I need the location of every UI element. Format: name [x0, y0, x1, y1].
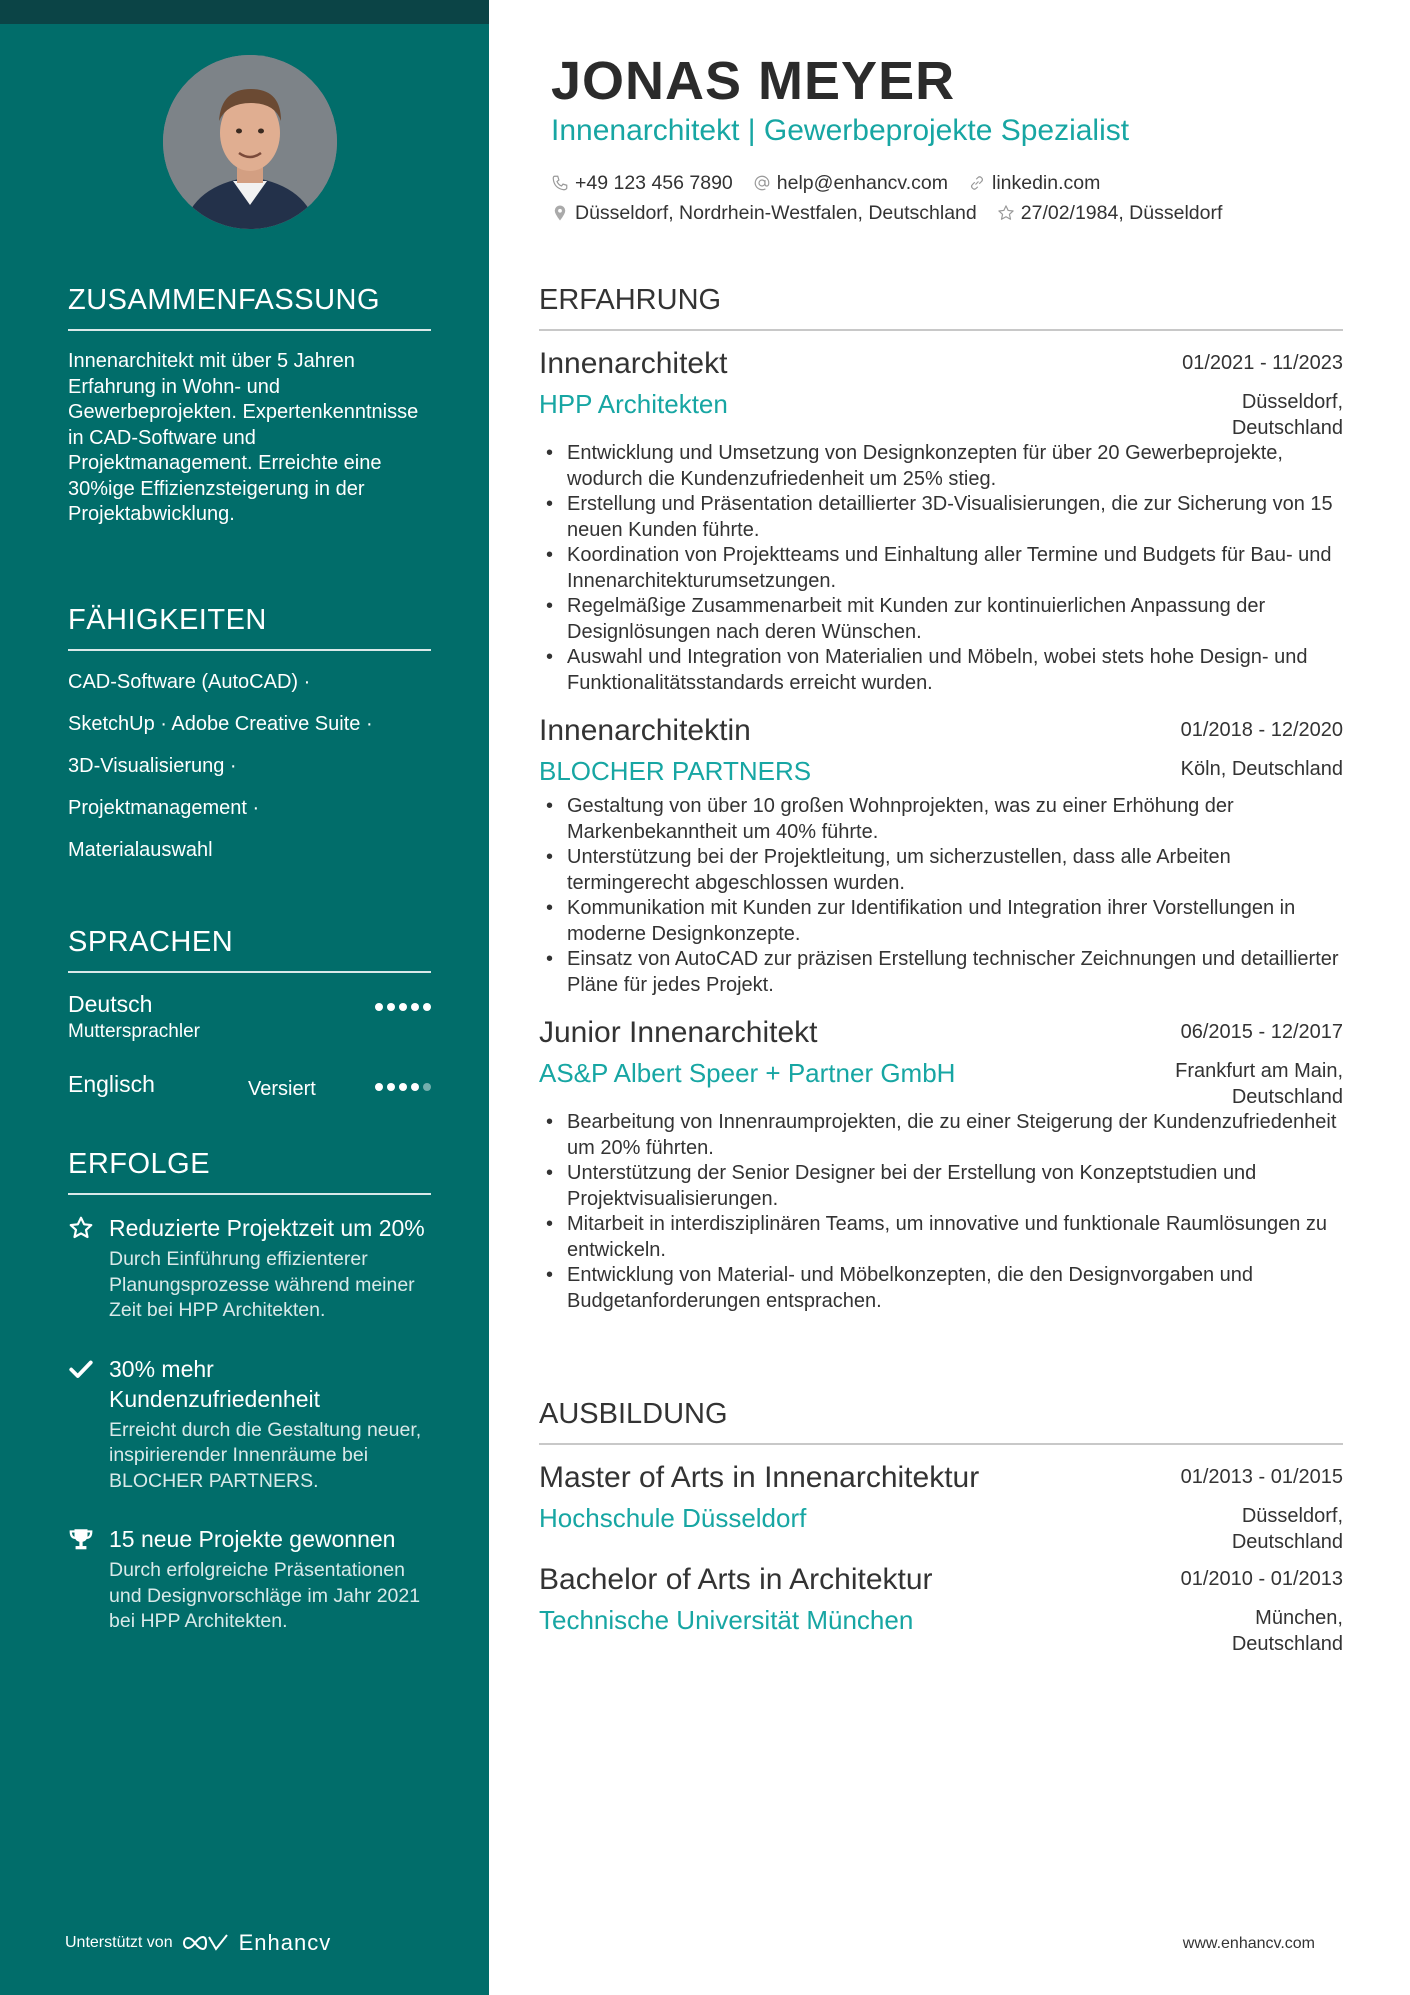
birth-contact	[997, 202, 1223, 225]
education-entry	[539, 1563, 1343, 1655]
achievement-title: 30% mehr Kundenzufriedenheit	[109, 1355, 320, 1412]
email-contact[interactable]	[753, 172, 948, 195]
experience-entry	[539, 1016, 1343, 1314]
languages-heading: SPRACHEN	[68, 926, 431, 973]
email-text[interactable]: help@enhancv.com	[776, 171, 948, 194]
portrait-image	[163, 55, 337, 229]
location-pin-icon	[551, 204, 569, 222]
rating-dot-filled	[411, 1003, 419, 1011]
skill-item: 3D-Visualisierung ·	[68, 755, 237, 777]
phone-contact	[551, 172, 733, 195]
trophy-icon	[68, 1526, 94, 1552]
job-title: Junior Innenarchitekt	[539, 1016, 818, 1049]
job-location: Düsseldorf, Deutschland	[1231, 391, 1343, 439]
job-title: Innenarchitektin	[539, 714, 751, 747]
school-name: Hochschule Düsseldorf	[539, 1503, 807, 1533]
bullet-item: • Unterstützung der Senior Designer bei der Erstellung von Konzeptstudien und Projektvisualisierungen.	[539, 1161, 1343, 1212]
language-level: Versiert	[248, 1078, 316, 1100]
education-section	[539, 1398, 1343, 1659]
location-contact	[551, 202, 977, 225]
skill-item: Materialauswahl	[68, 839, 213, 861]
rating-dot-empty	[423, 1083, 431, 1091]
contact-info	[551, 168, 1222, 228]
rating-dot-filled	[399, 1003, 407, 1011]
achievement-item	[68, 1524, 431, 1635]
achievement-desc: Erreicht durch die Gestaltung neuer, inspirierender Innenräume bei BLOCHER PARTNERS.	[109, 1418, 422, 1492]
rating-dot-filled	[423, 1003, 431, 1011]
language-row	[68, 1071, 431, 1131]
sidebar	[0, 0, 489, 1995]
star-icon	[68, 1215, 94, 1241]
summary-heading: ZUSAMMENFASSUNG	[68, 284, 431, 331]
sidebar-top-bar	[0, 0, 489, 24]
achievement-title: 15 neue Projekte gewonnen	[109, 1526, 396, 1552]
language-level: Muttersprachler	[68, 1021, 200, 1042]
job-title: Innenarchitekt	[539, 347, 728, 380]
education-entry	[539, 1461, 1343, 1553]
job-location: Frankfurt am Main, Deutschland	[1175, 1060, 1343, 1108]
job-date: 01/2018 - 12/2020	[1180, 719, 1343, 741]
bullet-item: • Einsatz von AutoCAD zur präzisen Erstellung technischer Zeichnungen und detaillierter Pläne für jedes Projekt.	[539, 947, 1343, 998]
skills-heading: FÄHIGKEITEN	[68, 604, 431, 651]
location-text: Düsseldorf, Nordrhein-Westfalen, Deutschland	[575, 201, 977, 224]
contact-line	[551, 168, 1222, 198]
bullet-item: • Gestaltung von über 10 großen Wohnprojekten, was zu einer Erhöhung der Markenbekanntheit um 40% führte.	[539, 794, 1343, 845]
profile-photo	[163, 55, 337, 229]
bullet-item: • Auswahl und Integration von Materialien und Möbeln, wobei stets hohe Design- und Funktionalitätsstandards erreicht wurden.	[539, 645, 1343, 696]
phone-text: +49 123 456 7890	[575, 171, 733, 194]
bullet-item: • Entwicklung von Material- und Möbelkonzepten, die den Designvorgaben und Budgetanforderungen entsprachen.	[539, 1263, 1343, 1314]
phone-icon	[551, 174, 569, 192]
achievements-section	[68, 1148, 431, 1665]
job-bullets	[539, 794, 1343, 998]
achievement-item	[68, 1354, 431, 1495]
candidate-title: Innenarchitekt | Gewerbeprojekte Spezialist	[551, 114, 1130, 147]
company-name: BLOCHER PARTNERS	[539, 756, 812, 786]
job-date: 01/2021 - 11/2023	[1182, 352, 1343, 374]
powered-by-label: Unterstützt von	[65, 1934, 173, 1951]
rating-dot-filled	[387, 1083, 395, 1091]
school-name: Technische Universität München	[539, 1605, 914, 1635]
birth-text: 27/02/1984, Düsseldorf	[1020, 201, 1223, 224]
powered-by	[65, 1930, 331, 1956]
job-location: Köln, Deutschland	[1180, 758, 1343, 780]
school-location: Düsseldorf, Deutschland	[1231, 1505, 1343, 1553]
degree-date: 01/2010 - 01/2013	[1180, 1568, 1343, 1590]
degree-date: 01/2013 - 01/2015	[1180, 1466, 1343, 1488]
experience-heading: ERFAHRUNG	[539, 284, 1343, 331]
rating-dot-filled	[375, 1083, 383, 1091]
experience-entry	[539, 714, 1343, 998]
languages-section	[68, 926, 431, 1131]
contact-line	[551, 198, 1222, 228]
experience-section	[539, 284, 1343, 1332]
experience-entry	[539, 347, 1343, 696]
check-icon	[68, 1356, 94, 1382]
job-bullets	[539, 441, 1343, 696]
bullet-item: • Bearbeitung von Innenraumprojekten, die zu einer Steigerung der Kundenzufriedenheit um 20% führten.	[539, 1110, 1343, 1161]
achievement-title: Reduzierte Projektzeit um 20%	[109, 1215, 425, 1241]
education-heading: AUSBILDUNG	[539, 1398, 1343, 1445]
achievement-desc: Durch Einführung effizienterer Planungsprozesse während meiner Zeit bei HPP Architekten.	[109, 1248, 415, 1321]
bullet-item: • Regelmäßige Zusammenarbeit mit Kunden zur kontinuierlichen Anpassung der Designlösungen nach deren Wünschen.	[539, 594, 1343, 645]
star-outline-icon	[997, 204, 1015, 222]
enhancv-logo-icon	[183, 1932, 229, 1954]
footer-url[interactable]: www.enhancv.com	[1182, 1935, 1315, 1952]
bullet-item: • Mitarbeit in interdisziplinären Teams, um innovative und funktionale Raumlösungen zu entwickeln.	[539, 1212, 1343, 1263]
linkedin-text[interactable]: linkedin.com	[991, 171, 1101, 194]
bullet-item: • Kommunikation mit Kunden zur Identifikation und Integration ihrer Vorstellungen in moderne Designkonzepte.	[539, 896, 1343, 947]
rating-dot-filled	[375, 1003, 383, 1011]
rating-dot-filled	[411, 1083, 419, 1091]
language-name: Englisch	[68, 1071, 155, 1097]
language-rating	[375, 1003, 431, 1011]
school-location: München, Deutschland	[1231, 1607, 1343, 1655]
achievements-heading: ERFOLGE	[68, 1148, 431, 1195]
job-bullets	[539, 1110, 1343, 1314]
achievement-item	[68, 1213, 431, 1324]
link-icon	[968, 174, 986, 192]
bullet-item: • Koordination von Projektteams und Einhaltung aller Termine und Budgets für Bau- und Innenarchitekturumsetzungen.	[539, 543, 1343, 594]
achievement-desc: Durch erfolgreiche Präsentationen und Designvorschläge im Jahr 2021 bei HPP Architekten.	[109, 1559, 421, 1632]
bullet-item: • Entwicklung und Umsetzung von Designkonzepten für über 20 Gewerbeprojekte, wodurch die Kundenzufriedenheit um 25% stieg.	[539, 441, 1343, 492]
summary-text: Innenarchitekt mit über 5 Jahren Erfahrung in Wohn- und Gewerbeprojekten. Expertenkenntnisse in CAD-Software und Projektmanagement. Erreichte eine 30%ige Effizienzsteigerung in der Projektabwicklung.	[68, 350, 419, 525]
language-name: Deutsch	[68, 991, 153, 1017]
company-name: AS&P Albert Speer + Partner GmbH	[539, 1058, 956, 1088]
skill-item: CAD-Software (AutoCAD) ·	[68, 671, 311, 693]
company-name: HPP Architekten	[539, 389, 728, 419]
degree-title: Master of Arts in Innenarchitektur	[539, 1461, 980, 1494]
candidate-name: JONAS MEYER	[551, 51, 956, 111]
skill-item: SketchUp · Adobe Creative Suite ·	[68, 713, 373, 735]
degree-title: Bachelor of Arts in Architektur	[539, 1563, 933, 1596]
skill-item: Projektmanagement ·	[68, 797, 260, 819]
skills-section	[68, 604, 431, 879]
summary-section	[68, 284, 431, 528]
bullet-item: • Erstellung und Präsentation detaillierter 3D-Visualisierungen, die zur Sicherung von 15 neuen Kunden führte.	[539, 492, 1343, 543]
rating-dot-filled	[387, 1003, 395, 1011]
rating-dot-filled	[399, 1083, 407, 1091]
language-row	[68, 991, 431, 1071]
bullet-item: • Unterstützung bei der Projektleitung, um sicherzustellen, dass alle Arbeiten termingerecht abgeschlossen wurden.	[539, 845, 1343, 896]
language-rating	[375, 1083, 431, 1091]
at-icon	[753, 174, 771, 192]
linkedin-contact[interactable]	[968, 172, 1100, 195]
job-date: 06/2015 - 12/2017	[1180, 1021, 1343, 1043]
enhancv-brand: Enhancv	[238, 1930, 332, 1955]
